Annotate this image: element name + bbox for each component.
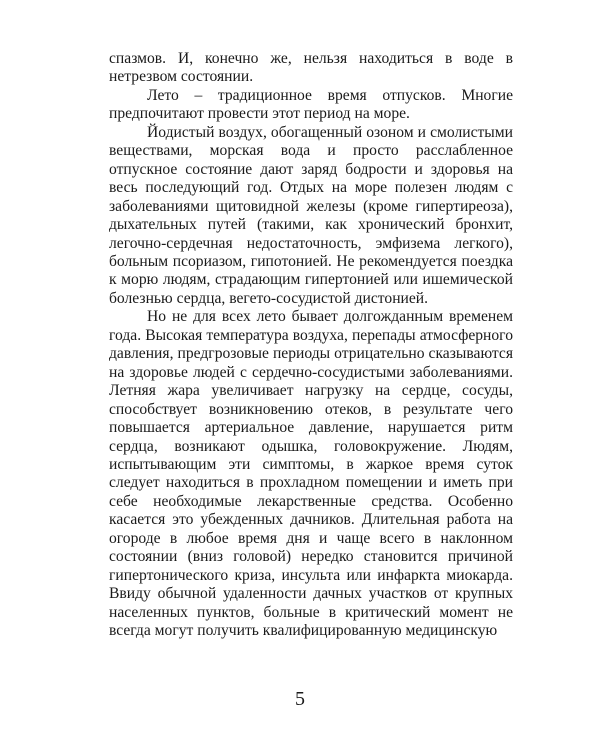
paragraph: Но не для всех лето бывает долгожданным временем года. Высокая температура воздуха, перепады атмосферного давления, предгрозовые периоды отрицательно сказываются на здоровье людей с сердечно-сосудистыми заболеваниями. Летняя жара увеличивает нагрузку на сердце, сосуды, способствует возникновению отеков, в результате чего повышается артериальное давление, нарушается ритм сердца, возникают одышка, головокружение. Людям, испытывающим эти симптомы, в жаркое время суток следует находиться в прохладном помещении и иметь при себе необходимые лекарственные средства. Особенно касается это убежденных дачников. Длительная работа на огороде в любое время дня и чаще всего в наклонном состоянии (вниз головой) нередко становится причиной гипертонического криза, инсульта или инфаркта миокарда. Ввиду обычной удаленности дачных участков от крупных населенных пунктов, больные в критический момент не всегда могут получить квалифицированную медицинскую xyxy=(109,308,513,640)
body-text xyxy=(109,50,513,641)
paragraph: Йодистый воздух, обогащенный озоном и смолистыми веществами, морская вода и просто расслабленное отпускное состояние дают заряд бодрости и здоровья на весь последующий год. Отдых на море полезен людям с заболеваниями щитовидной железы (кроме гипертиреоза), дыхательных путей (такими, как хронический бронхит, легочно-сердечная недостаточность, эмфизема легкого), больным псориазом, гипотонией. Не рекомендуется поездка к морю людям, страдающим гипертонией или ишемической болезнью сердца, вегето-сосудистой дистонией. xyxy=(109,123,513,307)
paragraph: спазмов. И, конечно же, нельзя находиться в воде в нетрезвом состоянии. xyxy=(109,50,513,86)
paragraph: Лето – традиционное время отпусков. Многие предпочитают провести этот период на море. xyxy=(109,86,513,123)
page-number: 5 xyxy=(295,688,305,710)
